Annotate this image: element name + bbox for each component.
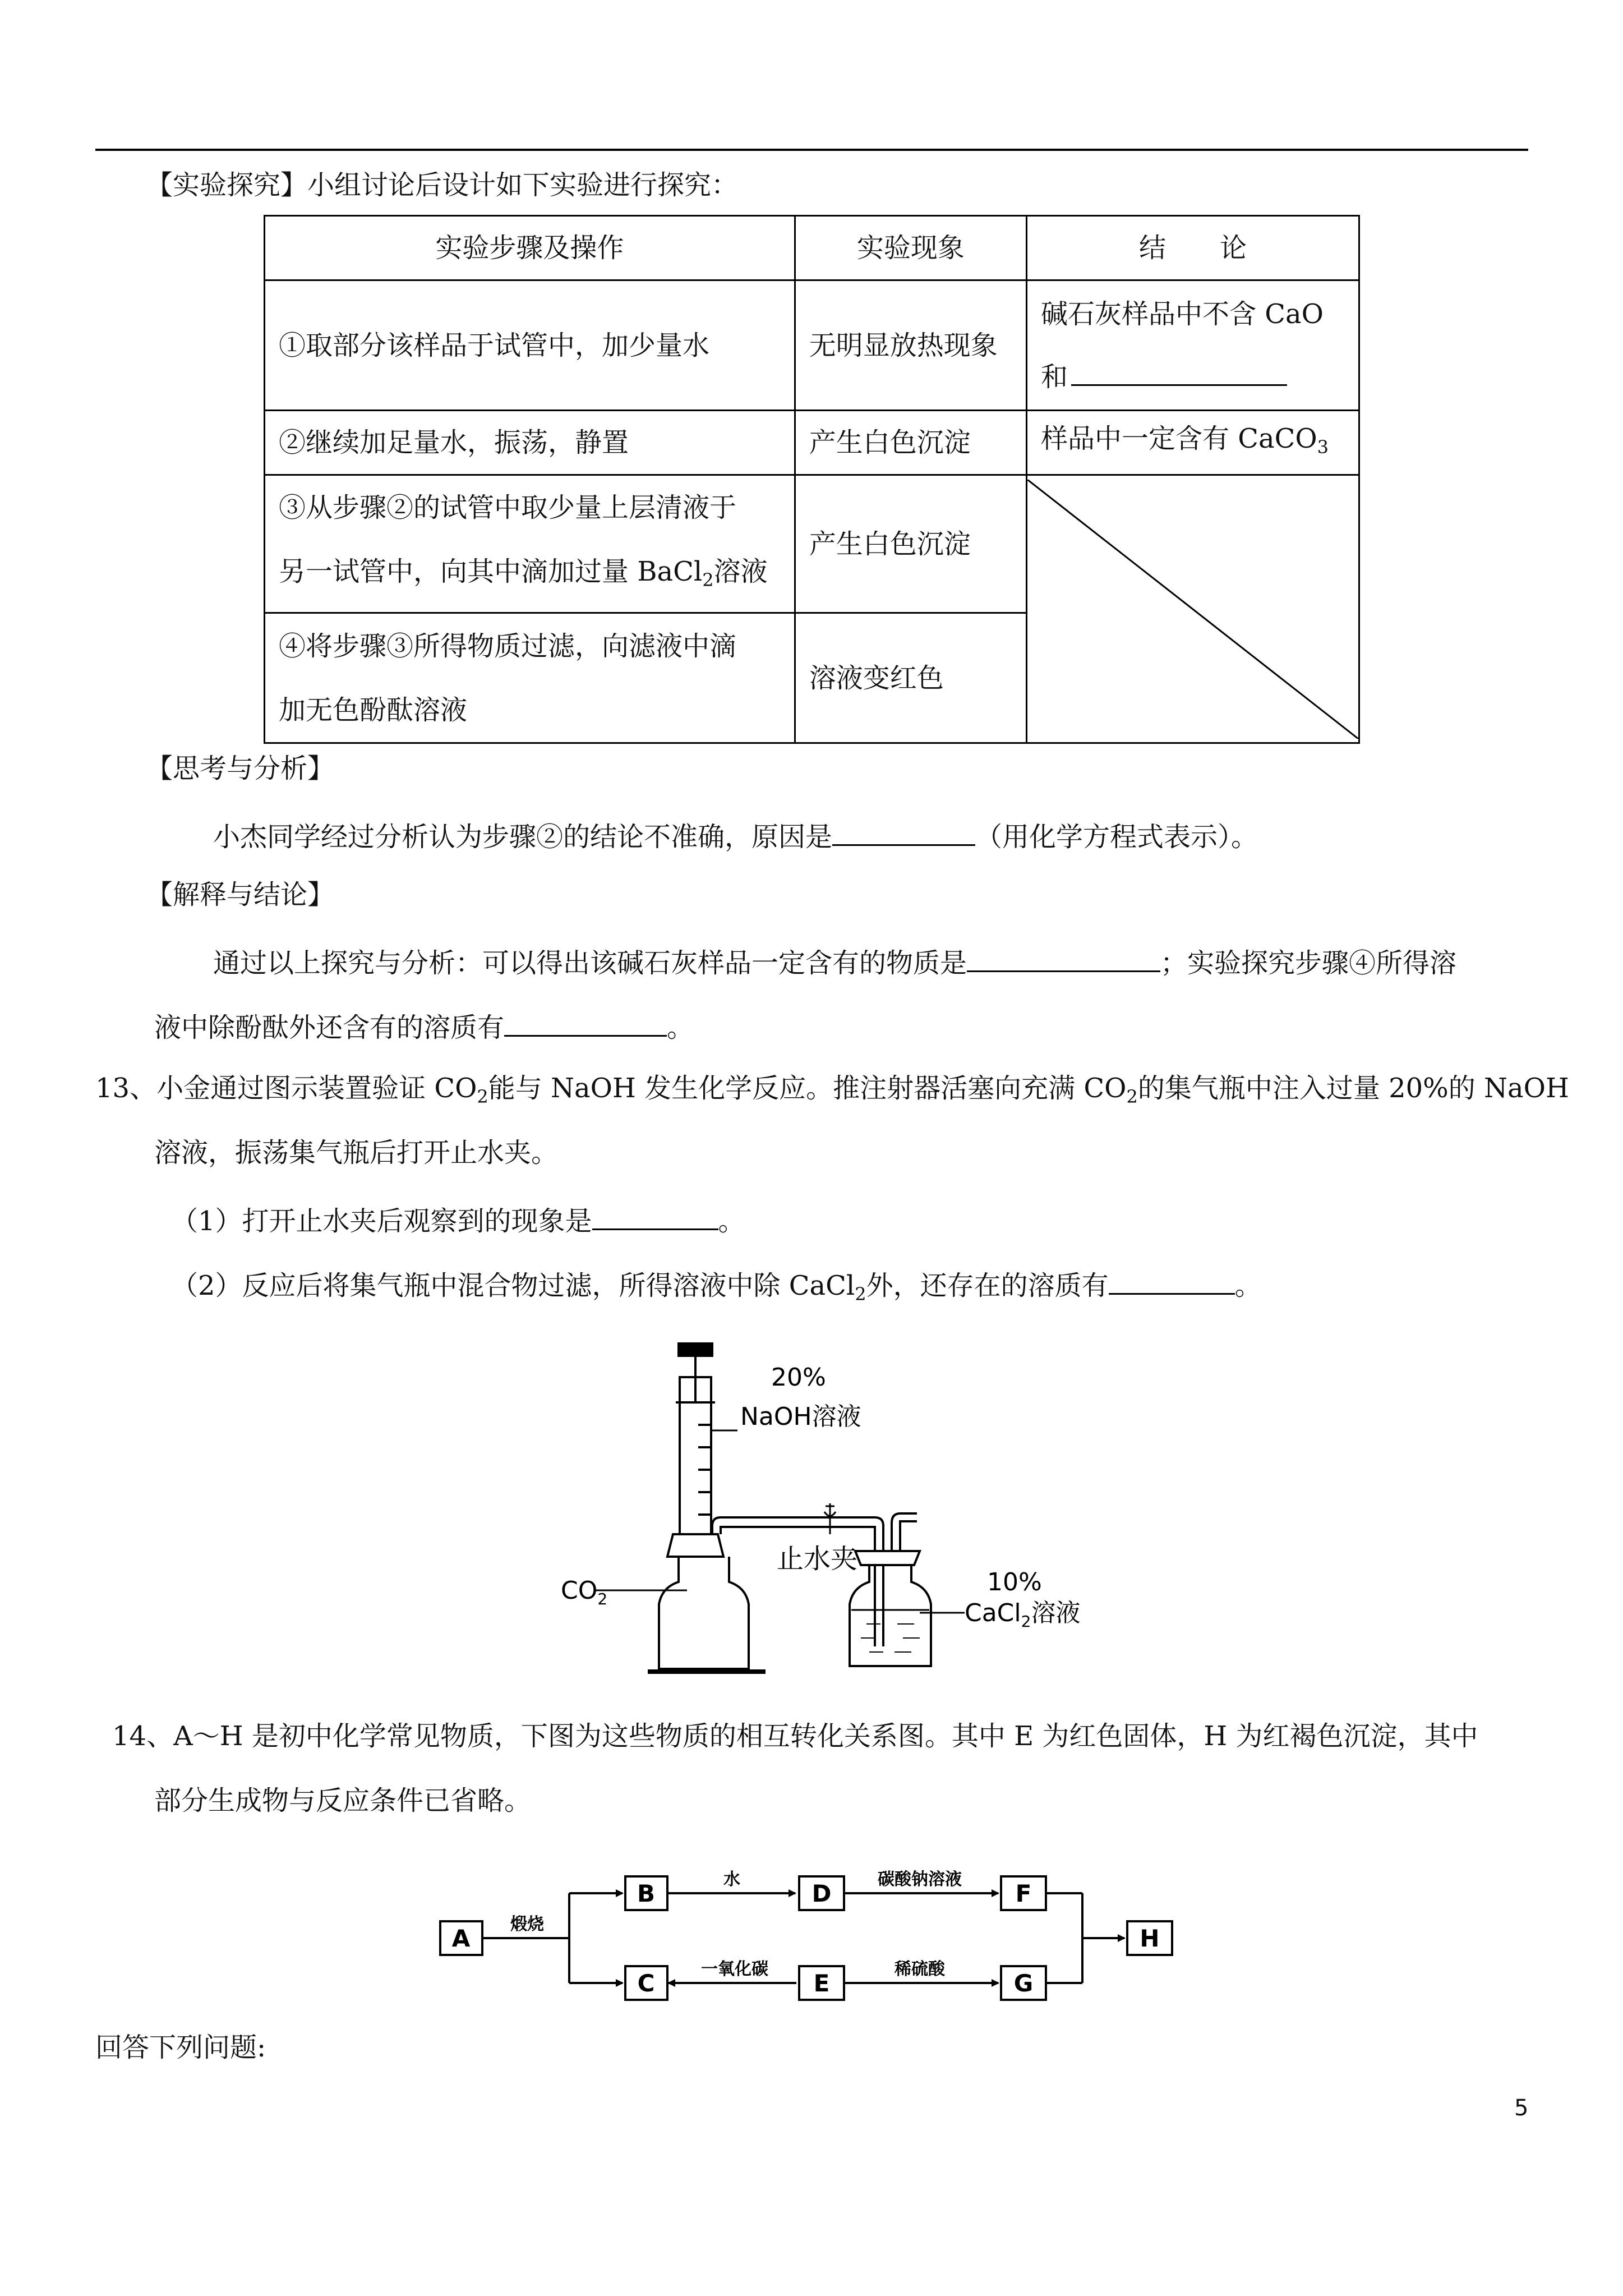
- node-e: E: [813, 1970, 830, 1997]
- table-header-row: [265, 216, 1359, 280]
- phenomenon-cell: 产生白色沉淀: [795, 411, 1026, 475]
- header-rule: [95, 149, 1528, 151]
- conclusion-line: 碱石灰样品中不含 CaO: [1040, 298, 1324, 330]
- conclusion-line: 和: [1041, 346, 1345, 408]
- label-naoh: NaOH溶液: [740, 1402, 861, 1431]
- table-row: [265, 411, 1359, 475]
- page-number: 5: [1514, 2095, 1529, 2121]
- edge-label-sodium-carbonate: 碳酸钠溶液: [878, 1870, 962, 1889]
- explain-heading: 【解释与结论】: [146, 879, 335, 910]
- node-b: B: [637, 1880, 656, 1907]
- answer-blank[interactable]: [967, 942, 1160, 972]
- diagonal-line: [1027, 480, 1358, 739]
- edge-label-calcine: 煅烧: [510, 1915, 544, 1934]
- edge-label-carbon-monoxide: 一氧化碳: [701, 1959, 768, 1979]
- header-conclusion: 结 论: [1026, 216, 1359, 280]
- answer-blank[interactable]: [504, 1007, 667, 1037]
- label-percent-right: 10%: [987, 1568, 1042, 1596]
- q13-sub-1: （1）打开止水夹后观察到的现象是 。: [171, 1200, 745, 1238]
- apparatus-figure: [561, 1341, 1110, 1688]
- table-row: [265, 280, 1359, 411]
- conclusion-cell: 样品中一定含有 CaCO$_3$: [1026, 411, 1359, 475]
- answer-blank[interactable]: [592, 1200, 718, 1230]
- answer-blank[interactable]: [1071, 356, 1287, 386]
- edge-label-water: 水: [723, 1870, 740, 1889]
- explain-line-1: 通过以上探究与分析：可以得出该碱石灰样品一定含有的物质是 ；实验探究步骤④所得溶: [213, 942, 1456, 980]
- conversion-diagram: [437, 1868, 1211, 2008]
- step-cell: ①取部分该样品于试管中，加少量水: [265, 280, 795, 411]
- step-cell: ④将步骤③所得物质过滤，向滤液中滴 加无色酚酞溶液: [265, 613, 795, 743]
- experiment-table: [264, 215, 1360, 744]
- q14-line-1: 14、A～H 是初中化学常见物质，下图为这些物质的相互转化关系图。其中 E 为红色固体，H 为红褐色沉淀，其中: [112, 1720, 1478, 1752]
- node-a: A: [451, 1925, 471, 1952]
- phenomenon-cell: 产生白色沉淀: [795, 475, 1026, 613]
- conclusion-cell: [1026, 280, 1359, 411]
- header-phenomenon: 实验现象: [795, 216, 1026, 280]
- node-f: F: [1015, 1880, 1032, 1907]
- think-heading: 【思考与分析】: [146, 753, 335, 784]
- q13-line-2: 溶液，振荡集气瓶后打开止水夹。: [154, 1137, 559, 1168]
- think-paragraph: 小杰同学经过分析认为步骤②的结论不准确，原因是 （用化学方程式表示）。: [213, 816, 1258, 854]
- node-c: C: [637, 1970, 655, 1997]
- header-steps: 实验步骤及操作: [265, 216, 795, 280]
- q13-line-1: 13、小金通过图示装置验证 $CO_2$能与 NaOH 发生化学反应。推注射器活塞向充满 $CO_2$的集气瓶中注入过量 20%的 NaOH: [95, 1073, 1569, 1107]
- label-co2: $CO_2$: [561, 1576, 608, 1608]
- answer-blank[interactable]: [1109, 1265, 1235, 1295]
- answer-blank[interactable]: [832, 816, 975, 846]
- explore-heading: 【实验探究】小组讨论后设计如下实验进行探究：: [146, 169, 739, 201]
- table-row: [265, 475, 1359, 613]
- phenomenon-cell: 溶液变红色: [795, 613, 1026, 743]
- edge-label-dilute-sulfuric: 稀硫酸: [895, 1959, 945, 1979]
- empty-diagonal-cell: [1026, 475, 1359, 743]
- explain-line-2: 液中除酚酞外还含有的溶质有 。: [154, 1007, 694, 1045]
- node-d: D: [811, 1880, 832, 1907]
- step-cell: ③从步骤②的试管中取少量上层清液于 另一试管中，向其中滴加过量 BaCl$_2$溶液: [265, 475, 795, 613]
- node-h: H: [1140, 1925, 1160, 1952]
- label-clamp: 止水夹: [777, 1543, 858, 1575]
- q14-line-2: 部分生成物与反应条件已省略。: [154, 1785, 532, 1816]
- label-percent-left: 20%: [771, 1363, 826, 1392]
- label-cacl2: CaCl$_2$溶液: [965, 1599, 1081, 1631]
- step-cell: ②继续加足量水，振荡，静置: [265, 411, 795, 475]
- answer-prompt: 回答下列问题:: [95, 2032, 266, 2063]
- q13-sub-2: （2）反应后将集气瓶中混合物过滤，所得溶液中除 CaCl$_2$外，还存在的溶质有 。: [171, 1265, 1262, 1311]
- node-g: G: [1013, 1970, 1034, 1997]
- phenomenon-cell: 无明显放热现象: [795, 280, 1026, 411]
